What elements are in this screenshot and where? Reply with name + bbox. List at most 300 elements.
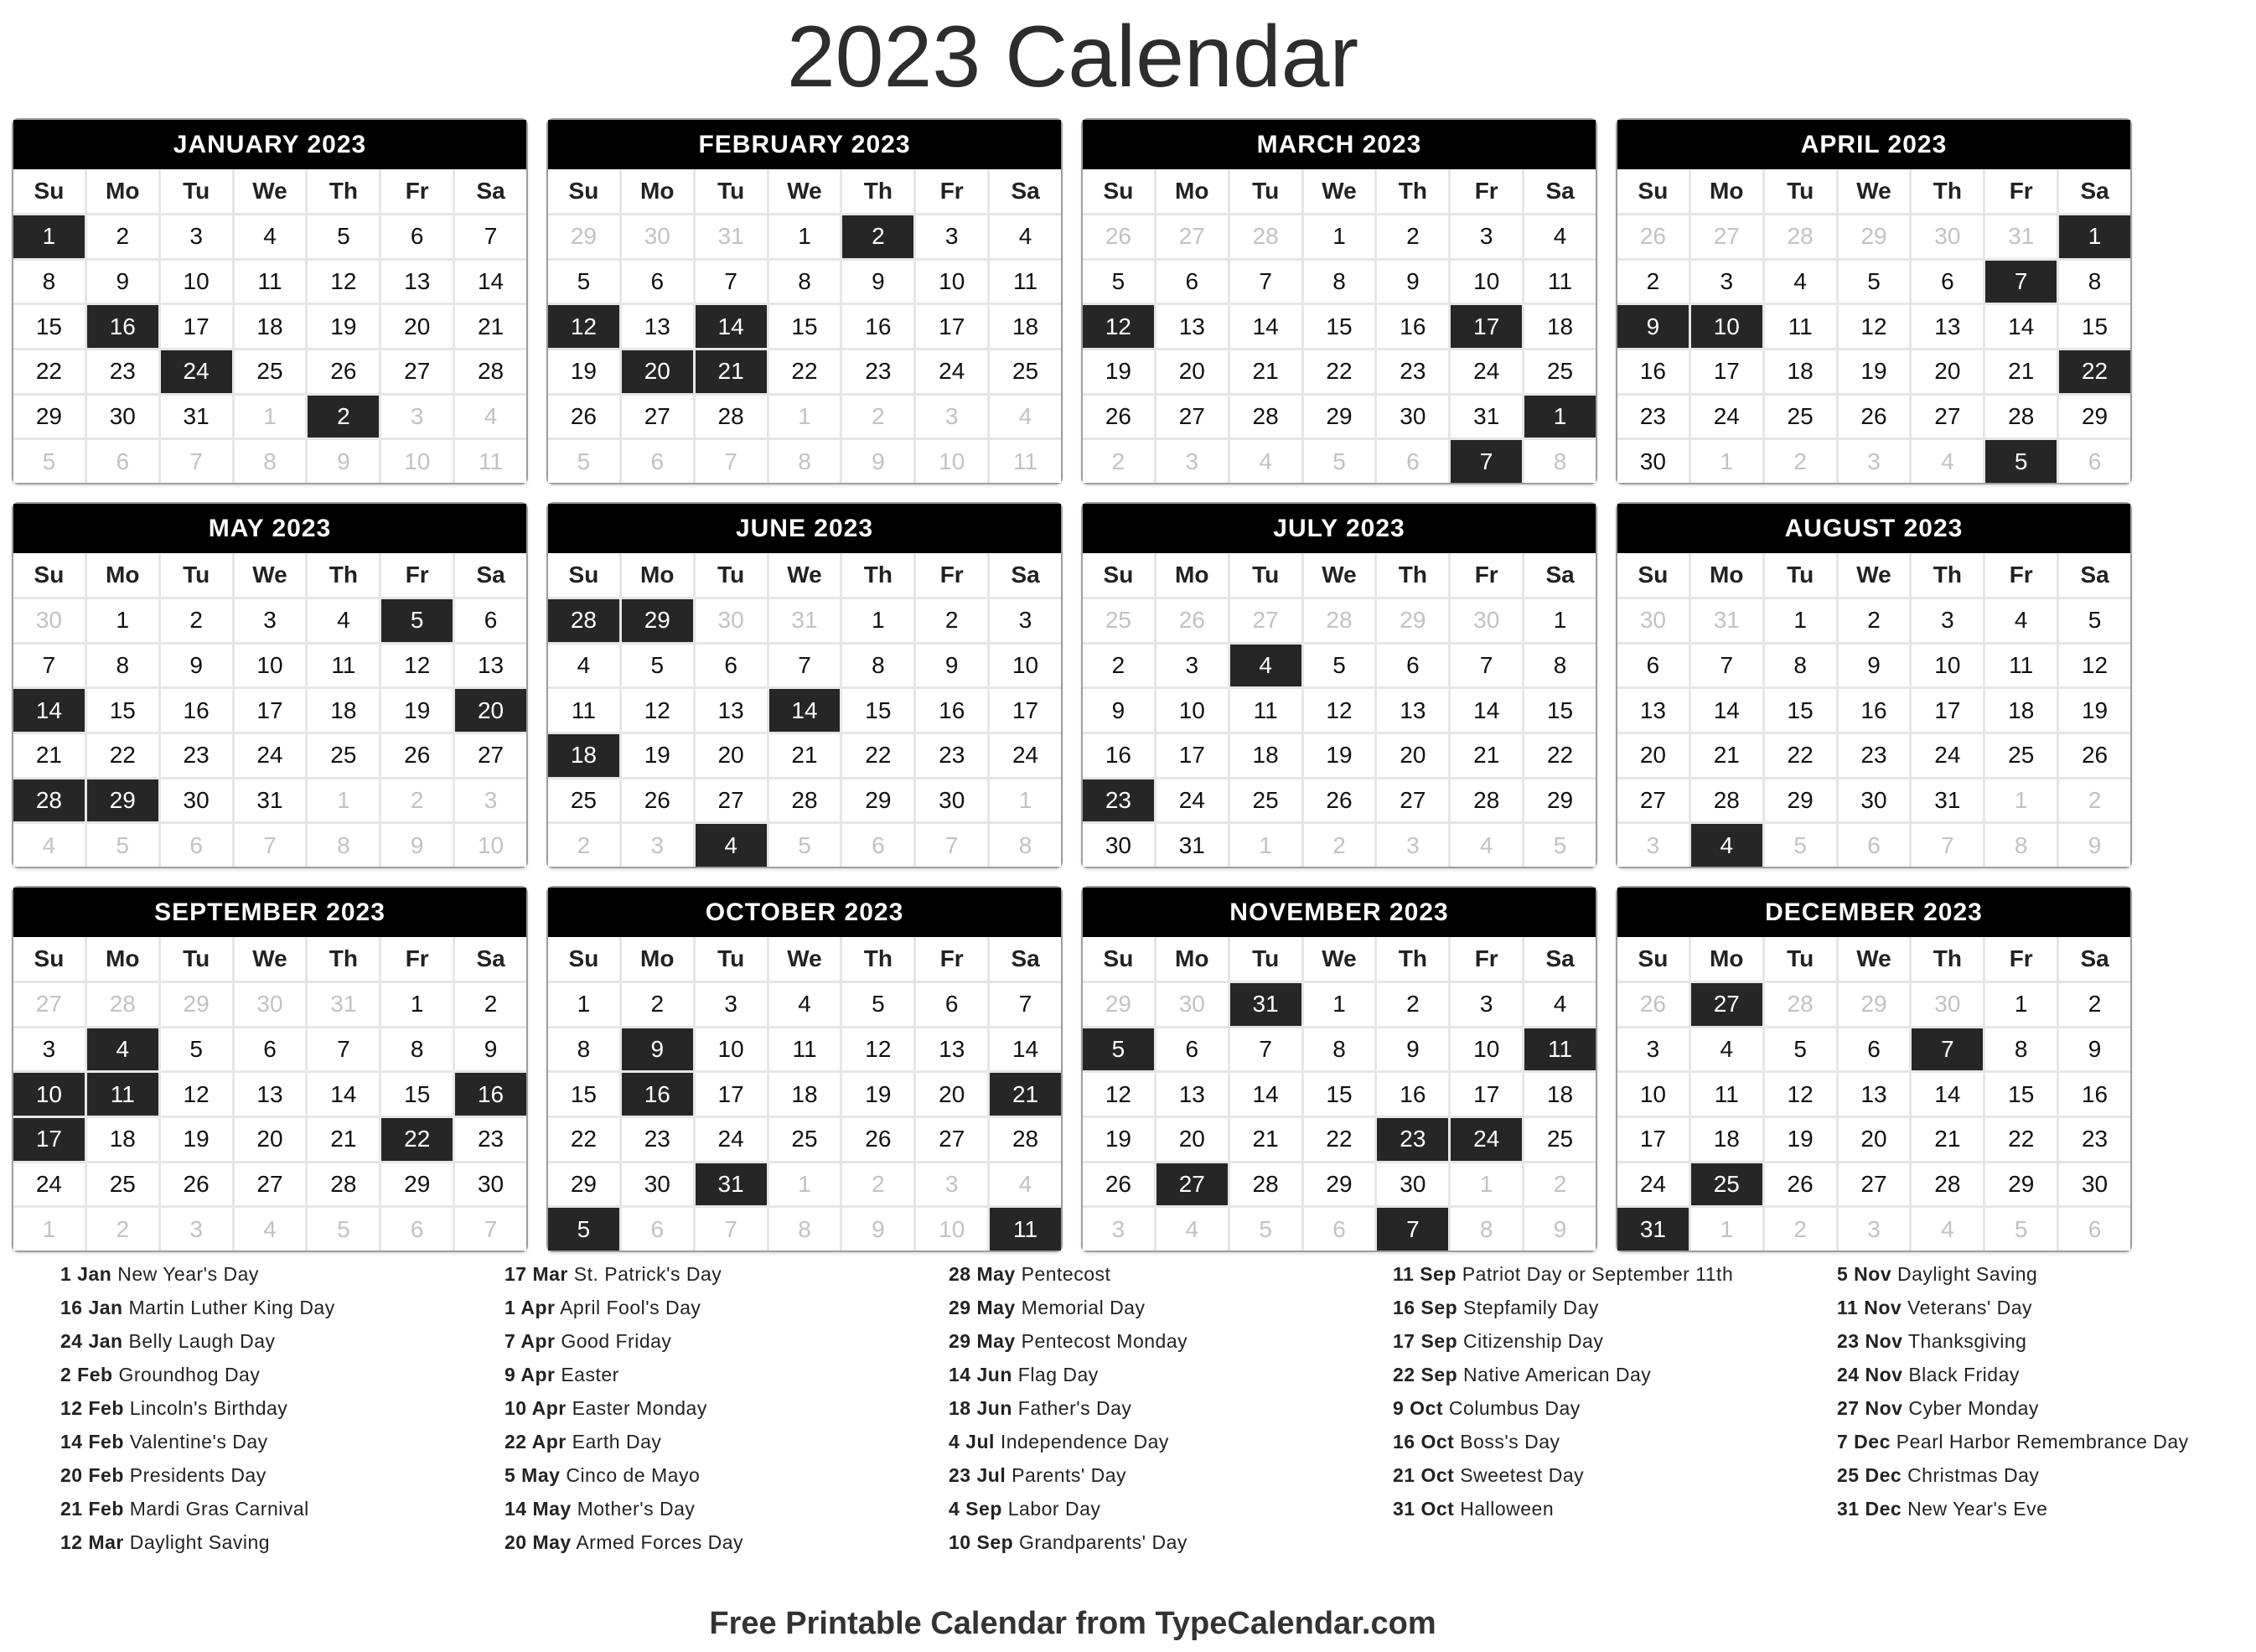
weekday-header: Su: [548, 937, 619, 981]
day-cell: 21: [1912, 1118, 1983, 1161]
day-cell: 24: [696, 1118, 767, 1161]
day-cell: 7: [916, 824, 987, 867]
day-cell: 19: [381, 689, 453, 732]
holiday-date: 27 Nov: [1837, 1397, 1903, 1419]
weekday-header: Su: [13, 169, 85, 213]
day-cell: 9: [1083, 689, 1154, 732]
holiday-name: Patriot Day or September 11th: [1462, 1263, 1734, 1285]
day-cell: 22: [87, 734, 158, 777]
holiday-date: 1 Jan: [60, 1263, 112, 1285]
day-cell: 1: [381, 983, 453, 1026]
weekday-header: Tu: [696, 169, 767, 213]
holiday-name: Pentecost Monday: [1021, 1330, 1188, 1352]
day-cell: 15: [842, 689, 913, 732]
holiday-item: [949, 1425, 1368, 1458]
day-cell: 23: [622, 1118, 693, 1161]
weekday-header: We: [769, 553, 841, 597]
day-cell: 3: [1839, 1208, 1910, 1251]
day-cell: 7: [235, 824, 306, 867]
day-cell: 29: [1765, 779, 1836, 822]
day-cell: 2: [1377, 215, 1448, 258]
day-cell: 26: [381, 734, 453, 777]
holiday-name: St. Patrick's Day: [573, 1263, 722, 1285]
day-cell: 28: [769, 779, 841, 822]
day-cell: 9: [1377, 1028, 1448, 1071]
day-cell: 22: [548, 1118, 619, 1161]
day-cell: 30: [2059, 1163, 2130, 1206]
day-cell: 29: [1839, 983, 1910, 1026]
day-cell: 24: [1617, 1163, 1689, 1206]
day-cell: 20: [1912, 350, 1983, 393]
holiday-name: Independence Day: [1000, 1431, 1169, 1453]
weekday-header: Tu: [161, 169, 232, 213]
day-cell: 9: [842, 440, 913, 483]
day-cell: 8: [381, 1028, 453, 1071]
weekday-header: We: [1839, 937, 1910, 981]
day-cell: 18: [87, 1118, 158, 1161]
day-cell: 12: [1083, 1073, 1154, 1116]
day-cell: 30: [1377, 396, 1448, 438]
holiday-item: [949, 1291, 1368, 1324]
day-cell: 26: [1839, 396, 1910, 438]
day-cell: 26: [1083, 1163, 1154, 1206]
holiday-day-cell: 21: [990, 1073, 1061, 1116]
day-cell: 6: [696, 645, 767, 687]
day-cell: 21: [1691, 734, 1762, 777]
day-cell: 20: [1617, 734, 1689, 777]
day-cell: 24: [990, 734, 1061, 777]
holiday-day-cell: 11: [1524, 1028, 1596, 1071]
holiday-day-cell: 4: [1691, 824, 1762, 867]
holiday-day-cell: 27: [1691, 983, 1762, 1026]
day-cell: 7: [696, 261, 767, 303]
day-cell: 19: [548, 350, 619, 393]
day-cell: 1: [235, 396, 306, 438]
day-cell: 5: [1985, 1208, 2057, 1251]
day-cell: 5: [308, 215, 379, 258]
day-cell: 5: [548, 440, 619, 483]
day-cell: 29: [13, 396, 85, 438]
holiday-day-cell: 24: [1451, 1118, 1522, 1161]
day-cell: 30: [696, 599, 767, 642]
day-cell: 30: [87, 396, 158, 438]
day-cell: 13: [696, 689, 767, 732]
months-grid: [12, 118, 2134, 1252]
day-cell: 26: [1156, 599, 1228, 642]
day-cell: 12: [2059, 645, 2130, 687]
holiday-name: Christmas Day: [1907, 1464, 2040, 1486]
weekday-header: Fr: [381, 937, 453, 981]
holiday-day-cell: 4: [696, 824, 767, 867]
holiday-date: 1 Apr: [504, 1297, 556, 1318]
day-cell: 3: [1156, 645, 1228, 687]
day-cell: 24: [235, 734, 306, 777]
day-cell: 17: [916, 305, 987, 348]
weekday-header: Th: [1377, 937, 1448, 981]
day-cell: 5: [769, 824, 841, 867]
day-cell: 5: [1765, 1028, 1836, 1071]
weekday-header: Th: [842, 169, 913, 213]
day-cell: 13: [235, 1073, 306, 1116]
day-cell: 2: [161, 599, 232, 642]
day-cell: 5: [622, 645, 693, 687]
weekday-header: Mo: [622, 553, 693, 597]
day-cell: 28: [1304, 599, 1375, 642]
holiday-name: Easter: [561, 1364, 619, 1385]
holiday-day-cell: 14: [696, 305, 767, 348]
day-cell: 31: [161, 396, 232, 438]
holiday-date: 11 Sep: [1393, 1263, 1457, 1285]
day-cell: 15: [1765, 689, 1836, 732]
holiday-item: [60, 1391, 479, 1425]
holiday-name: Citizenship Day: [1463, 1330, 1604, 1352]
month-card: [1081, 118, 1597, 484]
day-cell: 29: [381, 1163, 453, 1206]
day-cell: 8: [2059, 261, 2130, 303]
holiday-item: [1837, 1257, 2256, 1291]
day-cell: 14: [1451, 689, 1522, 732]
holiday-column: [1837, 1257, 2256, 1525]
day-cell: 26: [1304, 779, 1375, 822]
day-cell: 8: [769, 440, 841, 483]
day-cell: 4: [235, 1208, 306, 1251]
holiday-name: Belly Laugh Day: [128, 1330, 276, 1352]
day-cell: 28: [1912, 1163, 1983, 1206]
day-cell: 23: [2059, 1118, 2130, 1161]
weekday-header: Sa: [990, 937, 1061, 981]
day-cell: 27: [1156, 215, 1228, 258]
holiday-date: 31 Dec: [1837, 1498, 1902, 1520]
day-cell: 27: [235, 1163, 306, 1206]
day-cell: 10: [1912, 645, 1983, 687]
day-cell: 31: [235, 779, 306, 822]
day-cell: 22: [769, 350, 841, 393]
holiday-name: Mother's Day: [577, 1498, 696, 1520]
day-cell: 15: [2059, 305, 2130, 348]
day-cell: 6: [916, 983, 987, 1026]
holiday-date: 9 Apr: [504, 1364, 556, 1385]
day-cell: 28: [1765, 983, 1836, 1026]
day-cell: 21: [1985, 350, 2057, 393]
weekday-header: Mo: [1691, 553, 1762, 597]
holiday-item: [1393, 1324, 1812, 1358]
day-cell: 27: [1912, 396, 1983, 438]
day-cell: 13: [1839, 1073, 1910, 1116]
day-cell: 3: [1617, 824, 1689, 867]
weekday-header: Tu: [1765, 169, 1836, 213]
holiday-day-cell: 17: [13, 1118, 85, 1161]
weekday-header: Mo: [622, 937, 693, 981]
weekday-header: Tu: [1765, 937, 1836, 981]
day-cell: 6: [1839, 824, 1910, 867]
holiday-date: 4 Sep: [949, 1498, 1002, 1520]
day-cell: 20: [1839, 1118, 1910, 1161]
day-cell: 26: [842, 1118, 913, 1161]
day-cell: 13: [1377, 689, 1448, 732]
weekday-header: We: [235, 553, 306, 597]
day-cell: 29: [842, 779, 913, 822]
day-cell: 8: [235, 440, 306, 483]
month-day-grid: [1083, 169, 1596, 483]
holiday-date: 12 Feb: [60, 1397, 124, 1419]
day-cell: 7: [13, 645, 85, 687]
holiday-name: New Year's Eve: [1907, 1498, 2048, 1520]
holiday-item: [60, 1291, 479, 1324]
day-cell: 30: [622, 1163, 693, 1206]
day-cell: 11: [308, 645, 379, 687]
day-cell: 20: [1156, 350, 1228, 393]
day-cell: 24: [1691, 396, 1762, 438]
day-cell: 1: [308, 779, 379, 822]
weekday-header: Sa: [1524, 937, 1596, 981]
weekday-header: Fr: [381, 169, 453, 213]
weekday-header: Fr: [1985, 937, 2057, 981]
month-card: [1081, 886, 1597, 1252]
day-cell: 7: [990, 983, 1061, 1026]
day-cell: 23: [916, 734, 987, 777]
holiday-day-cell: 24: [161, 350, 232, 393]
day-cell: 6: [1617, 645, 1689, 687]
day-cell: 3: [1083, 1208, 1154, 1251]
day-cell: 2: [1377, 983, 1448, 1026]
day-cell: 7: [455, 1208, 526, 1251]
weekday-header: Fr: [916, 169, 987, 213]
day-cell: 10: [696, 1028, 767, 1071]
day-cell: 7: [161, 440, 232, 483]
day-cell: 2: [1524, 1163, 1596, 1206]
day-cell: 19: [1304, 734, 1375, 777]
day-cell: 16: [1083, 734, 1154, 777]
day-cell: 3: [13, 1028, 85, 1071]
holiday-day-cell: 21: [696, 350, 767, 393]
day-cell: 3: [1377, 824, 1448, 867]
holiday-date: 29 May: [949, 1330, 1016, 1352]
holiday-date: 14 Feb: [60, 1431, 124, 1453]
day-cell: 8: [1304, 1028, 1375, 1071]
day-cell: 5: [13, 440, 85, 483]
day-cell: 2: [1617, 261, 1689, 303]
day-cell: 12: [381, 645, 453, 687]
weekday-header: Fr: [916, 937, 987, 981]
holiday-name: Valentine's Day: [129, 1431, 268, 1453]
day-cell: 1: [1524, 599, 1596, 642]
weekday-header: Fr: [1985, 553, 2057, 597]
holiday-day-cell: 29: [622, 599, 693, 642]
day-cell: 2: [916, 599, 987, 642]
day-cell: 22: [1304, 350, 1375, 393]
day-cell: 15: [1304, 1073, 1375, 1116]
day-cell: 3: [235, 599, 306, 642]
weekday-header: We: [1304, 553, 1375, 597]
holiday-date: 10 Sep: [949, 1531, 1014, 1553]
day-cell: 30: [13, 599, 85, 642]
day-cell: 6: [455, 599, 526, 642]
holiday-item: [1393, 1358, 1812, 1391]
holiday-date: 21 Feb: [60, 1498, 124, 1520]
weekday-header: Sa: [2059, 553, 2130, 597]
day-cell: 28: [308, 1163, 379, 1206]
holiday-item: [504, 1257, 924, 1291]
day-cell: 25: [1083, 599, 1154, 642]
holiday-day-cell: 18: [548, 734, 619, 777]
day-cell: 18: [235, 305, 306, 348]
day-cell: 29: [1304, 1163, 1375, 1206]
month-title: DECEMBER 2023: [1617, 888, 2130, 937]
day-cell: 24: [1912, 734, 1983, 777]
day-cell: 2: [2059, 983, 2130, 1026]
day-cell: 5: [1304, 645, 1375, 687]
day-cell: 4: [235, 215, 306, 258]
weekday-header: Tu: [696, 937, 767, 981]
holiday-name: Pentecost: [1021, 1263, 1111, 1285]
day-cell: 8: [1304, 261, 1375, 303]
weekday-header: We: [1304, 937, 1375, 981]
day-cell: 31: [1691, 599, 1762, 642]
day-cell: 21: [1230, 1118, 1301, 1161]
month-title: AUGUST 2023: [1617, 504, 2130, 553]
weekday-header: Fr: [1451, 937, 1522, 981]
holiday-day-cell: 27: [1156, 1163, 1228, 1206]
holiday-date: 24 Nov: [1837, 1364, 1903, 1385]
day-cell: 4: [1912, 440, 1983, 483]
holiday-date: 25 Dec: [1837, 1464, 1902, 1486]
holiday-day-cell: 10: [13, 1073, 85, 1116]
day-cell: 30: [1156, 983, 1228, 1026]
holiday-day-cell: 23: [1083, 779, 1154, 822]
day-cell: 5: [1304, 440, 1375, 483]
holiday-day-cell: 20: [455, 689, 526, 732]
day-cell: 13: [1617, 689, 1689, 732]
day-cell: 31: [769, 599, 841, 642]
holiday-day-cell: 22: [2059, 350, 2130, 393]
holiday-item: [949, 1525, 1368, 1559]
day-cell: 11: [1524, 261, 1596, 303]
day-cell: 7: [1230, 261, 1301, 303]
holiday-day-cell: 16: [455, 1073, 526, 1116]
day-cell: 3: [990, 599, 1061, 642]
day-cell: 3: [1839, 440, 1910, 483]
day-cell: 26: [161, 1163, 232, 1206]
day-cell: 4: [769, 983, 841, 1026]
holiday-date: 16 Sep: [1393, 1297, 1458, 1318]
holiday-item: [504, 1358, 924, 1391]
day-cell: 8: [1451, 1208, 1522, 1251]
holiday-item: [1393, 1458, 1812, 1492]
day-cell: 12: [842, 1028, 913, 1071]
weekday-header: Th: [1912, 169, 1983, 213]
day-cell: 16: [161, 689, 232, 732]
day-cell: 10: [1451, 1028, 1522, 1071]
day-cell: 1: [1230, 824, 1301, 867]
day-cell: 5: [1083, 261, 1154, 303]
day-cell: 14: [1912, 1073, 1983, 1116]
day-cell: 29: [1304, 396, 1375, 438]
day-cell: 11: [1230, 689, 1301, 732]
holiday-day-cell: 2: [842, 215, 913, 258]
day-cell: 1: [1304, 215, 1375, 258]
day-cell: 27: [1691, 215, 1762, 258]
weekday-header: Tu: [161, 553, 232, 597]
weekday-header: Fr: [381, 553, 453, 597]
day-cell: 5: [1839, 261, 1910, 303]
day-cell: 13: [916, 1028, 987, 1071]
day-cell: 8: [308, 824, 379, 867]
day-cell: 19: [1765, 1118, 1836, 1161]
weekday-header: Tu: [696, 553, 767, 597]
day-cell: 20: [916, 1073, 987, 1116]
day-cell: 31: [1156, 824, 1228, 867]
day-cell: 3: [1691, 261, 1762, 303]
holiday-item: [504, 1458, 924, 1492]
day-cell: 18: [308, 689, 379, 732]
day-cell: 1: [1304, 983, 1375, 1026]
holiday-name: Groundhog Day: [118, 1364, 261, 1385]
holiday-item: [60, 1492, 479, 1525]
day-cell: 6: [381, 215, 453, 258]
day-cell: 1: [548, 983, 619, 1026]
holiday-item: [949, 1458, 1368, 1492]
holiday-item: [504, 1425, 924, 1458]
day-cell: 15: [769, 305, 841, 348]
day-cell: 31: [1912, 779, 1983, 822]
day-cell: 21: [13, 734, 85, 777]
holiday-day-cell: 14: [13, 689, 85, 732]
day-cell: 11: [235, 261, 306, 303]
day-cell: 31: [1451, 396, 1522, 438]
holiday-day-cell: 2: [308, 396, 379, 438]
day-cell: 3: [916, 396, 987, 438]
day-cell: 5: [308, 1208, 379, 1251]
holiday-item: [60, 1458, 479, 1492]
month-day-grid: [548, 553, 1061, 867]
holiday-item: [1393, 1425, 1812, 1458]
day-cell: 12: [161, 1073, 232, 1116]
day-cell: 18: [990, 305, 1061, 348]
day-cell: 29: [2059, 396, 2130, 438]
day-cell: 6: [1304, 1208, 1375, 1251]
day-cell: 7: [1691, 645, 1762, 687]
day-cell: 20: [1377, 734, 1448, 777]
month-day-grid: [548, 937, 1061, 1251]
holiday-date: 24 Jan: [60, 1330, 123, 1352]
day-cell: 19: [842, 1073, 913, 1116]
day-cell: 1: [1691, 1208, 1762, 1251]
day-cell: 3: [916, 1163, 987, 1206]
weekday-header: Tu: [1765, 553, 1836, 597]
day-cell: 3: [1451, 215, 1522, 258]
weekday-header: Tu: [1230, 553, 1301, 597]
weekday-header: Tu: [1230, 937, 1301, 981]
holiday-day-cell: 7: [1985, 261, 2057, 303]
day-cell: 8: [990, 824, 1061, 867]
day-cell: 1: [87, 599, 158, 642]
day-cell: 6: [1156, 1028, 1228, 1071]
day-cell: 7: [769, 645, 841, 687]
weekday-header: Mo: [87, 553, 158, 597]
day-cell: 28: [990, 1118, 1061, 1161]
month-card: [1616, 118, 2132, 484]
day-cell: 2: [1765, 440, 1836, 483]
holiday-name: Halloween: [1460, 1498, 1555, 1520]
day-cell: 25: [308, 734, 379, 777]
holiday-day-cell: 31: [696, 1163, 767, 1206]
day-cell: 19: [308, 305, 379, 348]
holiday-name: Earth Day: [572, 1431, 662, 1453]
holiday-day-cell: 5: [1985, 440, 2057, 483]
holiday-name: April Fool's Day: [560, 1297, 701, 1318]
holiday-day-cell: 11: [990, 1208, 1061, 1251]
day-cell: 22: [1304, 1118, 1375, 1161]
